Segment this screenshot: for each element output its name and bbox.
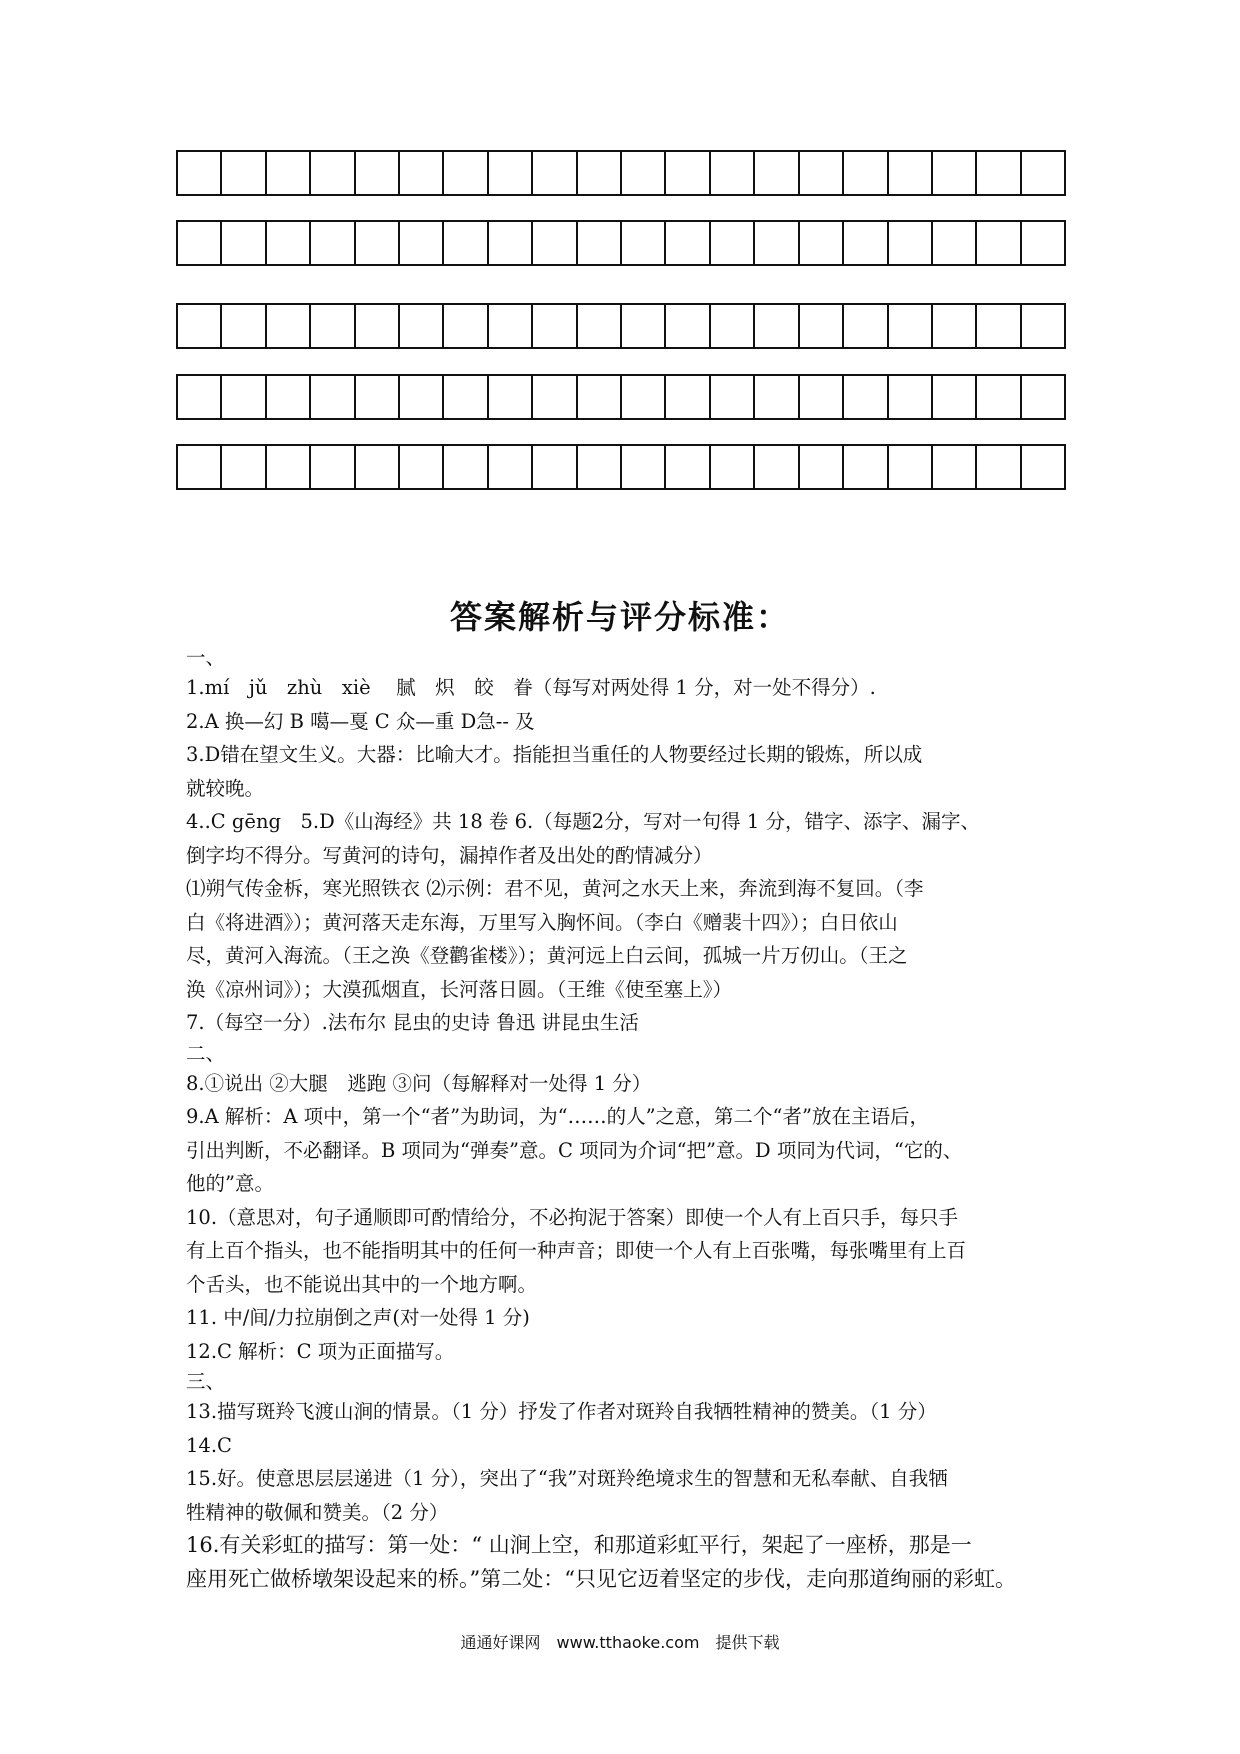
grid-cell: [977, 305, 1021, 347]
answer-line: 座用死亡做桥墩架设起来的桥。”第二处：“只见它迈着坚定的步伐，走向那道绚丽的彩虹。: [186, 1566, 1016, 1591]
grid-cell: [356, 152, 400, 194]
answer-line: 13.描写斑羚飞渡山涧的情景。（1 分）抒发了作者对斑羚自我牺牲精神的赞美。（1 分）: [186, 1400, 937, 1423]
grid-cell: [267, 152, 311, 194]
answer-line: 2.A 换—幻 B 噶—戛 C 众—重 D急-- 及: [186, 709, 535, 733]
grid-cell: [178, 446, 222, 488]
grid-cell: [178, 376, 222, 418]
page-title: 答案解析与评分标准：: [449, 598, 790, 636]
answer-body: [186, 644, 1056, 1596]
grid-cell: [711, 305, 755, 347]
grid-cell: [755, 152, 799, 194]
grid-cell: [444, 305, 488, 347]
grid-cell: [977, 152, 1021, 194]
grid-row-2: [176, 220, 1066, 266]
answer-line: 3.D错在望文生义。大器：比喻大才。指能担当重任的人物要经过长期的锻炼，所以成: [186, 743, 923, 766]
footer-download-note: 通通好课网 www.tthaoke.com 提供下载: [460, 1633, 780, 1652]
grid-cell: [222, 152, 266, 194]
section-heading: 三、: [186, 1370, 226, 1393]
answer-line: 1.mí jǔ zhù xiè 腻 炽 皎 眷（每写对两处得 1 分，对一处不得分）.: [186, 676, 876, 699]
grid-cell: [1022, 152, 1064, 194]
answer-line: 牲精神的敬佩和赞美。（2 分）: [186, 1500, 449, 1524]
grid-cell: [711, 222, 755, 264]
grid-row-3: [176, 303, 1066, 349]
grid-cell: [622, 152, 666, 194]
answer-line: 他的”意。: [186, 1172, 274, 1195]
grid-cell: [311, 222, 355, 264]
grid-cell: [622, 376, 666, 418]
grid-cell: [400, 446, 444, 488]
answer-line: 10.（意思对，句子通顺即可酌情给分，不必拘泥于答案）即使一个人有上百只手，每只手: [186, 1205, 959, 1229]
answer-line: 12.C 解析：C 项为正面描写。: [186, 1339, 455, 1363]
grid-cell: [444, 446, 488, 488]
grid-cell: [489, 305, 533, 347]
grid-cell: [578, 305, 622, 347]
grid-cell: [400, 376, 444, 418]
grid-cell: [800, 152, 844, 194]
grid-cell: [889, 305, 933, 347]
grid-cell: [711, 446, 755, 488]
grid-cell: [622, 305, 666, 347]
grid-cell: [489, 376, 533, 418]
grid-cell: [711, 152, 755, 194]
grid-cell: [889, 152, 933, 194]
answer-line: 倒字均不得分。写黄河的诗句，漏掉作者及出处的酌情减分）: [186, 843, 713, 867]
answer-line: 14.C: [186, 1433, 232, 1457]
grid-cell: [267, 376, 311, 418]
grid-cell: [1022, 446, 1064, 488]
grid-cell: [1022, 305, 1064, 347]
grid-cell: [222, 446, 266, 488]
grid-cell: [533, 222, 577, 264]
grid-row-1: [176, 150, 1066, 196]
answer-line: 涣《凉州词》）；大漠孤烟直，长河落日圆。（王维《使至塞上》）: [186, 977, 733, 1001]
grid-cell: [533, 376, 577, 418]
answer-line: ⑴朔气传金柝，寒光照铁衣 ⑵示例：君不见，黄河之水天上来，奔流到海不复回。（李: [186, 877, 924, 900]
grid-cell: [222, 222, 266, 264]
grid-cell: [489, 446, 533, 488]
grid-cell: [800, 376, 844, 418]
grid-cell: [356, 222, 400, 264]
answer-line: 引出判断，不必翻译。B 项同为“弹奏”意。C 项同为介词“把”意。D 项同为代词，“它的、: [186, 1138, 963, 1162]
grid-cell: [622, 446, 666, 488]
answer-line: 有上百个指头，也不能指明其中的任何一种声音；即使一个人有上百张嘴，每张嘴里有上百: [186, 1239, 967, 1262]
grid-cell: [311, 376, 355, 418]
grid-cell: [933, 152, 977, 194]
grid-cell: [356, 376, 400, 418]
grid-cell: [755, 376, 799, 418]
grid-cell: [400, 222, 444, 264]
grid-cell: [844, 152, 888, 194]
grid-cell: [844, 376, 888, 418]
grid-cell: [178, 222, 222, 264]
grid-cell: [889, 446, 933, 488]
grid-row-5: [176, 444, 1066, 490]
grid-cell: [666, 305, 710, 347]
grid-cell: [800, 222, 844, 264]
grid-cell: [578, 376, 622, 418]
answer-line: 4..C gēng 5.D《山海经》共 18 卷 6.（每题2分，写对一句得 1 分，错字、添字、漏字、: [186, 810, 980, 833]
answer-line: 尽，黄河入海流。（王之涣《登鹳雀楼》）；黄河远上白云间，孤城一片万仞山。（王之: [186, 944, 908, 967]
grid-cell: [1022, 376, 1064, 418]
grid-cell: [933, 376, 977, 418]
grid-cell: [533, 446, 577, 488]
grid-cell: [844, 305, 888, 347]
grid-cell: [178, 152, 222, 194]
grid-cell: [933, 222, 977, 264]
answer-line: 白《将进酒》）；黄河落天走东海，万里写入胸怀间。（李白《赠裴十四》）；白日依山: [186, 910, 898, 934]
grid-cell: [889, 222, 933, 264]
grid-cell: [267, 305, 311, 347]
grid-cell: [178, 305, 222, 347]
grid-cell: [844, 446, 888, 488]
grid-cell: [400, 152, 444, 194]
grid-cell: [889, 376, 933, 418]
grid-cell: [267, 222, 311, 264]
grid-cell: [666, 222, 710, 264]
answer-line: 9.A 解析：A 项中，第一个“者”为助词，为“……的人”之意，第二个“者”放在主语后，: [186, 1105, 929, 1128]
answer-line: 7.（每空一分）.法布尔 昆虫的史诗 鲁迅 讲昆虫生活: [186, 1011, 639, 1034]
answer-line: 8.①说出 ②大腿 逃跑 ③问（每解释对一处得 1 分）: [186, 1071, 652, 1095]
grid-cell: [755, 446, 799, 488]
grid-cell: [933, 446, 977, 488]
grid-cell: [711, 376, 755, 418]
grid-cell: [666, 446, 710, 488]
answer-line: 15.好。使意思层层递进（1 分），突出了“我”对斑羚绝境求生的智慧和无私奉献、自我牺: [186, 1467, 948, 1490]
grid-cell: [267, 446, 311, 488]
grid-cell: [489, 152, 533, 194]
grid-cell: [444, 152, 488, 194]
grid-cell: [755, 222, 799, 264]
grid-cell: [400, 305, 444, 347]
grid-cell: [666, 376, 710, 418]
answer-line: 11. 中/间/力拉崩倒之声(对一处得 1 分): [186, 1306, 530, 1329]
grid-cell: [800, 305, 844, 347]
grid-cell: [844, 222, 888, 264]
answer-line: 就较晚。: [186, 776, 265, 800]
grid-cell: [666, 152, 710, 194]
grid-cell: [311, 152, 355, 194]
section-heading: 一、: [186, 646, 226, 669]
grid-cell: [489, 222, 533, 264]
answer-line: 个舌头，也不能说出其中的一个地方啊。: [186, 1272, 538, 1296]
grid-cell: [977, 376, 1021, 418]
grid-cell: [356, 305, 400, 347]
answer-line: 16.有关彩虹的描写：第一处：“ 山涧上空，和那道彩虹平行，架起了一座桥，那是一: [186, 1533, 972, 1557]
section-heading: 二、: [186, 1041, 226, 1065]
grid-cell: [444, 376, 488, 418]
grid-cell: [222, 305, 266, 347]
grid-cell: [311, 305, 355, 347]
grid-cell: [578, 446, 622, 488]
grid-cell: [222, 376, 266, 418]
grid-cell: [444, 222, 488, 264]
grid-cell: [622, 222, 666, 264]
grid-cell: [533, 305, 577, 347]
grid-cell: [578, 152, 622, 194]
grid-row-4: [176, 374, 1066, 420]
grid-cell: [578, 222, 622, 264]
grid-cell: [356, 446, 400, 488]
grid-cell: [977, 222, 1021, 264]
grid-cell: [977, 446, 1021, 488]
grid-cell: [533, 152, 577, 194]
grid-cell: [800, 446, 844, 488]
grid-cell: [755, 305, 799, 347]
grid-cell: [311, 446, 355, 488]
grid-cell: [1022, 222, 1064, 264]
grid-cell: [933, 305, 977, 347]
